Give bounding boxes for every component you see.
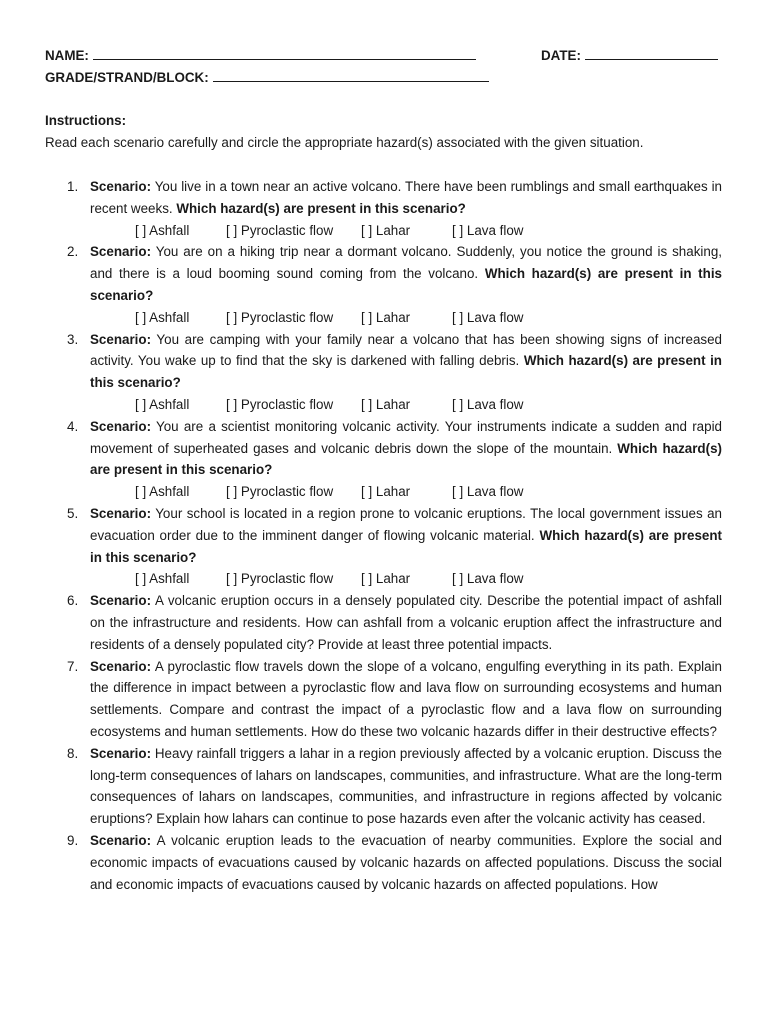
grade-strand-block-field	[45, 69, 489, 87]
name-field	[45, 47, 476, 65]
scenario-label: Scenario:	[90, 418, 152, 434]
option-lahar[interactable]: [ ] Lahar	[361, 309, 411, 325]
hazard-options	[90, 568, 722, 590]
instructions-text: Read each scenario carefully and circle the appropriate hazard(s) associated with the given situation.	[45, 135, 644, 150]
date-field	[541, 47, 718, 65]
scenario-question: Which hazard(s) are present in this scenario?	[90, 440, 722, 478]
date-blank-line[interactable]	[585, 47, 718, 60]
option-lava-flow[interactable]: [ ] Lava flow	[452, 309, 524, 325]
scenario-text: You live in a town near an active volcano. There have been rumblings and small earthquakes in recent weeks.	[90, 179, 722, 216]
item-number: 4.	[67, 418, 79, 434]
option-lava-flow[interactable]: [ ] Lava flow	[452, 222, 524, 238]
date-label: DATE:	[541, 48, 581, 63]
scenario-list	[45, 176, 722, 895]
item-number: 3.	[67, 331, 79, 347]
hazard-options	[90, 394, 722, 416]
scenario-text: Your school is located in a region prone to volcanic eruptions. The local government issues an evacuation order due to the imminent danger of flowing volcanic material.	[90, 505, 723, 543]
hazard-options	[90, 307, 722, 329]
scenario-item	[45, 743, 722, 830]
scenario-text: You are on a hiking trip near a dormant volcano. Suddenly, you notice the ground is shaking, and there is a loud booming sound coming from the volcano.	[90, 244, 722, 282]
instructions-heading: Instructions:	[45, 113, 127, 128]
scenario-item	[45, 656, 722, 743]
name-label: NAME:	[45, 48, 89, 63]
item-number: 7.	[67, 658, 79, 674]
scenario-label: Scenario:	[90, 832, 152, 848]
item-number: 5.	[67, 505, 79, 521]
scenario-item	[45, 503, 722, 590]
item-number: 9.	[67, 832, 79, 848]
option-ashfall[interactable]: [ ] Ashfall	[135, 396, 190, 412]
scenario-question: Which hazard(s) are present in this scenario?	[90, 353, 722, 391]
scenario-item	[45, 329, 722, 416]
scenario-text: Heavy rainfall triggers a lahar in a region previously affected by a volcanic eruption. Discuss the long-term consequences of lahars on landscapes, communities, and infrastructure. What are the long-term consequences of lahars on landscapes, communities, and infrastructure in regions affected by volcanic eruptions? Explain how lahars can continue to pose hazards even after the volcanic activity has ceased.	[90, 745, 722, 827]
option-pyroclastic-flow[interactable]: [ ] Pyroclastic flow	[226, 309, 334, 325]
scenario-label: Scenario:	[90, 505, 152, 521]
name-blank-line[interactable]	[93, 47, 476, 60]
scenario-item	[45, 416, 722, 503]
option-pyroclastic-flow[interactable]: [ ] Pyroclastic flow	[226, 571, 334, 587]
scenario-question: Which hazard(s) are present in this scenario?	[176, 200, 466, 216]
scenario-label: Scenario:	[90, 658, 152, 674]
option-ashfall[interactable]: [ ] Ashfall	[135, 484, 190, 500]
scenario-text: A volcanic eruption occurs in a densely populated city. Describe the potential impact of ashfall on the infrastructure and residents. How can ashfall from a volcanic eruption affect the infrastructure and residents of a densely populated city? Provide at least three potential impacts.	[90, 593, 722, 652]
option-pyroclastic-flow[interactable]: [ ] Pyroclastic flow	[226, 396, 334, 412]
scenario-label: Scenario:	[90, 244, 152, 260]
hazard-options	[90, 481, 722, 503]
option-lava-flow[interactable]: [ ] Lava flow	[452, 396, 524, 412]
item-number: 8.	[67, 745, 79, 761]
scenario-question: Which hazard(s) are present in this scenario?	[90, 527, 722, 565]
scenario-text: A volcanic eruption leads to the evacuation of nearby communities. Explore the social and economic impacts of evacuations caused by volcanic hazards on affected populations. Discuss the social and economic impacts of evacuations caused by volcanic hazards on affected populations. How	[90, 832, 722, 892]
scenario-item	[45, 241, 722, 328]
option-pyroclastic-flow[interactable]: [ ] Pyroclastic flow	[226, 484, 334, 500]
option-ashfall[interactable]: [ ] Ashfall	[135, 571, 190, 587]
scenario-text: A pyroclastic flow travels down the slope of a volcano, engulfing everything in its path. Explain the difference in impact between a pyroclastic flow and lava flow on surrounding ecosystems and human settlements. Compare and contrast the impact of a pyroclastic flow and a lava flow on surrounding ecosystems and human settlements. How do these two volcanic hazards differ in their destructive effects?	[90, 658, 723, 739]
scenario-label: Scenario:	[90, 745, 152, 761]
option-lahar[interactable]: [ ] Lahar	[361, 484, 411, 500]
option-lahar[interactable]: [ ] Lahar	[361, 396, 411, 412]
option-lahar[interactable]: [ ] Lahar	[361, 571, 411, 587]
scenario-label: Scenario:	[90, 331, 152, 347]
scenario-text: You are camping with your family near a volcano that has been showing signs of increased activity. You wake up to find that the sky is darkened with falling debris.	[90, 331, 722, 369]
scenario-item	[45, 590, 722, 655]
option-lava-flow[interactable]: [ ] Lava flow	[452, 571, 524, 587]
scenario-item	[45, 830, 722, 895]
scenario-label: Scenario:	[90, 593, 152, 609]
grade-blank-line[interactable]	[213, 69, 489, 82]
item-number: 1.	[67, 179, 79, 194]
item-number: 2.	[67, 244, 79, 260]
option-ashfall[interactable]: [ ] Ashfall	[135, 222, 190, 238]
hazard-options	[90, 220, 722, 242]
option-ashfall[interactable]: [ ] Ashfall	[135, 309, 190, 325]
grade-label: GRADE/STRAND/BLOCK:	[45, 70, 209, 85]
option-pyroclastic-flow[interactable]: [ ] Pyroclastic flow	[226, 222, 334, 238]
item-number: 6.	[67, 593, 79, 609]
scenario-question: Which hazard(s) are present in this scenario?	[90, 266, 722, 303]
scenario-text: You are a scientist monitoring volcanic activity. Your instruments indicate a sudden and rapid movement of superheated gases and volcanic debris down the slope of the mountain.	[90, 418, 722, 456]
option-lahar[interactable]: [ ] Lahar	[361, 222, 411, 238]
scenario-label: Scenario:	[90, 179, 152, 194]
scenario-item	[45, 176, 722, 241]
option-lava-flow[interactable]: [ ] Lava flow	[452, 484, 524, 500]
